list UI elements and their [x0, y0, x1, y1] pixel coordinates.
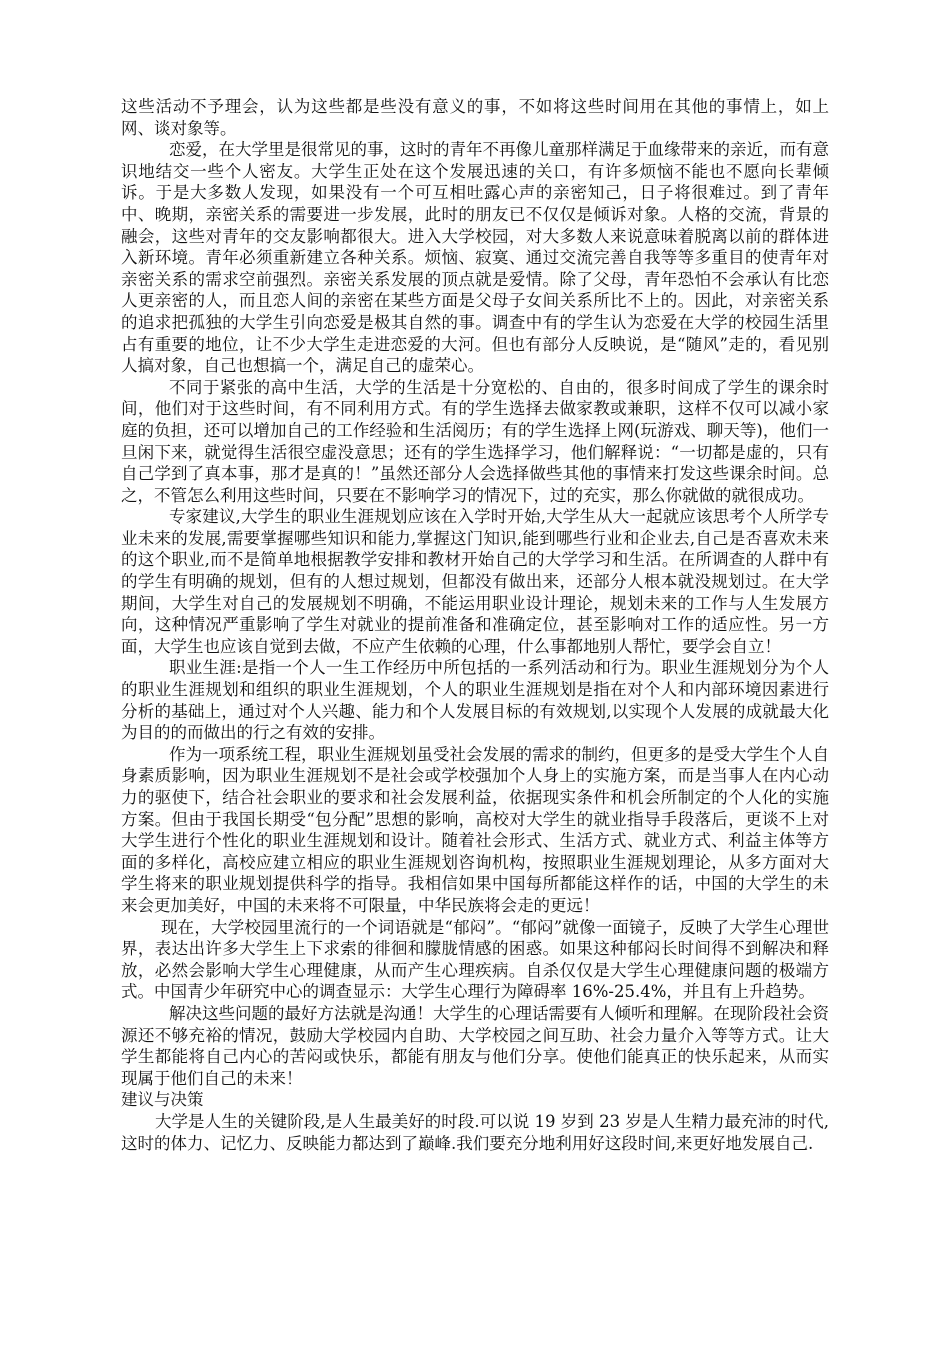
- paragraph-career-system: 作为一项系统工程，职业生涯规划虽受社会发展的需求的制约，但更多的是受大学生个人自身素质影响，因为职业生涯规划不是社会或学校强加个人身上的实施方案，而是当事人在内心动力的驱使下，结合社会职业的要求和社会发展利益，依据现实条件和机会所制定的个人化的实施方案。但由于我国长期受“包分配”思想的影响，高校对大学生的就业指导手段落后，更谈不上对大学生进行个性化的职业生涯规划和设计。随着社会形式、生活方式、就业方式、利益主体等方面的多样化，高校应建立相应的职业生涯规划咨询机构，按照职业生涯规划理论，从多方面对大学生将来的职业规划提供科学的指导。我相信如果中国每所都能这样作的话，中国的大学生的未来会更加美好，中国的未来将不可限量，中华民族将会走的更远！: [121, 744, 829, 915]
- paragraph-university-stage: 大学是人生的关键阶段,是人生最美好的时段.可以说 19 岁到 23 岁是人生精力最充沛的时代,这时的体力、记忆力、反映能力都达到了巅峰.我们要充分地利用好这段时间,来更好地发展自己.: [121, 1111, 829, 1153]
- section-heading-suggestions: 建议与决策: [121, 1090, 204, 1110]
- document-page: [121, 96, 829, 1154]
- paragraph-communication: 解决这些问题的最好方法就是沟通！大学生的心理话需要有人倾听和理解。在现阶段社会资源还不够充裕的情况，鼓励大学校园内自助、大学校园之间互助、社会力量介入等等方式。让大学生都能将自己内心的苦闷或快乐，都能有朋友与他们分享。使他们能真正的快乐起来，从而实现属于他们自己的未来！: [121, 1003, 829, 1088]
- paragraph-depression: 现在，大学校园里流行的一个词语就是“郁闷”。“郁闷”就像一面镜子，反映了大学生心理世界，表达出许多大学生上下求索的徘徊和朦胧情感的困惑。如果这种郁闷长时间得不到解决和释放，必然会影响大学生心理健康，从而产生心理疾病。自杀仅仅是大学生心理健康问题的极端方式。中国青少年研究中心的调查显示：大学生心理行为障碍率 16%-25.4%，并且有上升趋势。: [121, 917, 829, 1002]
- paragraph-romance: 恋爱，在大学里是很常见的事，这时的青年不再像儿童那样满足于血缘带来的亲近，而有意识地结交一些个人密友。大学生正处在这个发展迅速的关口，有许多烦恼不能也不愿向长辈倾诉。于是大多数人发现，如果没有一个可互相吐露心声的亲密知己，日子将很难过。到了青年中、晚期，亲密关系的需要进一步发展，此时的朋友已不仅仅是倾诉对象。人格的交流，背景的融会，这些对青年的交友影响都很大。进入大学校园，对大多数人来说意味着脱离以前的群体进入新环境。青年必须重新建立各种关系。烦恼、寂寞、通过交流完善自我等等多重目的使青年对亲密关系的需求空前强烈。亲密关系发展的顶点就是爱情。除了父母，青年恐怕不会承认有比恋人更亲密的人，而且恋人间的亲密在某些方面是父母子女间关系所比不上的。因此，对亲密关系的追求把孤独的大学生引向恋爱是极其自然的事。调查中有的学生认为恋爱在大学的校园生活里占有重要的地位，让不少大学生走进恋爱的大河。但也有部分人反映说，是“随风”走的，看见别人搞对象，自己也想搞一个，满足自己的虚荣心。: [121, 140, 829, 376]
- paragraph-activities-ignored: 这些活动不予理会，认为这些都是些没有意义的事，不如将这些时间用在其他的事情上，如上网、谈对象等。: [121, 97, 829, 138]
- paragraph-expert-advice: 专家建议,大学生的职业生涯规划应该在入学时开始,大学生从大一起就应该思考个人所学专业未来的发展,需要掌握哪些知识和能力,掌握这门知识,能到哪些行业和企业去,自己是否喜欢未来的这个职业,而不是简单地根据教学安排和教材开始自己的大学学习和生活。在所调查的人群中有的学生有明确的规划，但有的人想过规划，但都没有做出来，还部分人根本就没规划过。在大学期间，大学生对自己的发展规划不明确，不能运用职业设计理论，规划未来的工作与人生发展方向，这种情况严重影响了学生对就业的提前准备和准确定位，甚至影响对工作的适应性。另一方面，大学生也应该自觉到去做，不应产生依赖的心理，什么事都地别人帮忙，要学会自立！: [121, 507, 829, 656]
- paragraph-career-definition: 职业生涯:是指一个人一生工作经历中所包括的一系列活动和行为。职业生涯规划分为个人的职业生涯规划和组织的职业生涯规划，个人的职业生涯规划是指在对个人和内部环境因素进行分析的基础上，通过对个人兴趣、能力和个人发展目标的有效规划,以实现个人发展的成就最大化为目的的而做出的行之有效的安排。: [121, 658, 829, 743]
- paragraph-free-time: 不同于紧张的高中生活，大学的生活是十分宽松的、自由的，很多时间成了学生的课余时间，他们对于这些时间，有不同利用方式。有的学生选择去做家教或兼职，这样不仅可以减小家庭的负担，还可以增加自己的工作经验和生活阅历；有的学生选择上网(玩游戏、聊天等)，他们一旦闲下来，就觉得生活很空虚没意思；还有的学生选择学习，他们解释说：“一切都是虚的，只有自己学到了真本事，那才是真的！”虽然还部分人会选择做些其他的事情来打发这些课余时间。总之，不管怎么利用这些时间，只要在不影响学习的情况下，过的充实，那么你就做的就很成功。: [121, 377, 829, 505]
